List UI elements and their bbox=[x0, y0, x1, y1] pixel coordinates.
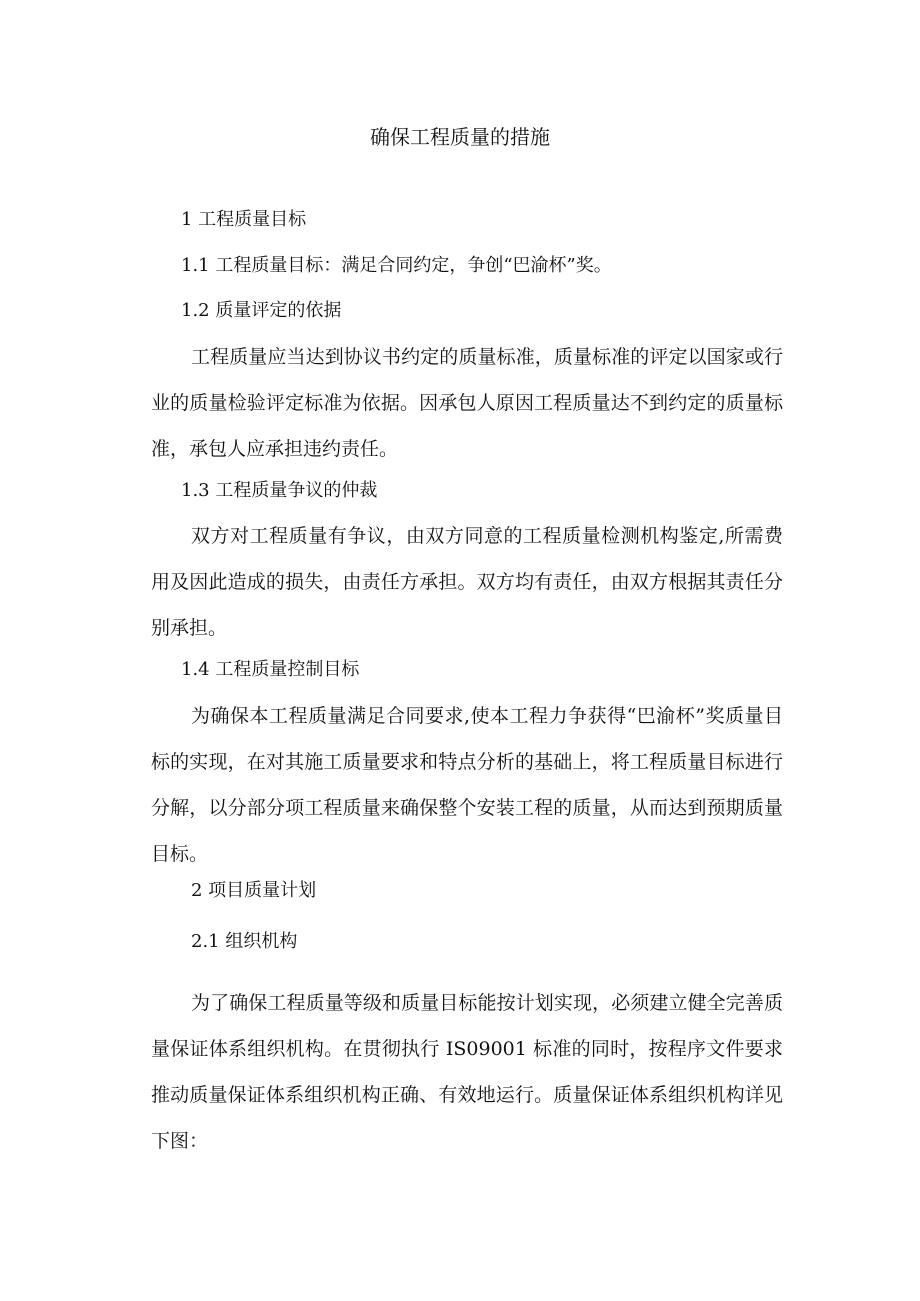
paragraph-quality-dispute: 双方对工程质量有争议，由双方同意的工程质量检测机构鉴定,所需费用及因此造成的损失，由责任方承担。双方均有责任，由双方根据其责任分别承担。 bbox=[151, 525, 783, 639]
paragraph-organization: 为了确保工程质量等级和质量目标能按计划实现，必须建立健全完善质量保证体系组织机构。在贯彻执行 IS09001 标准的同时，按程序文件要求推动质量保证体系组织机构正确、有效地运行。质量保证体系组织机构详见下图： bbox=[151, 992, 783, 1152]
section-heading-1-3: 1.3 工程质量争议的仲裁 bbox=[181, 480, 378, 501]
section-heading-1-2: 1.2 质量评定的依据 bbox=[181, 300, 342, 321]
paragraph-quality-evaluation: 工程质量应当达到协议书约定的质量标准，质量标准的评定以国家或行业的质量检验评定标准为依据。因承包人原因工程质量达不到约定的质量标准，承包人应承担违约责任。 bbox=[151, 346, 783, 460]
section-heading-1: 1 工程质量目标 bbox=[181, 209, 307, 230]
paragraph-quality-control: 为确保本工程质量满足合同要求,使本工程力争获得“巴渝杯”奖质量目标的实现，在对其施工质量要求和特点分析的基础上，将工程质量目标进行分解，以分部分项工程质量来确保整个安装工程的质量，从而达到预期质量目标。 bbox=[151, 705, 783, 865]
section-heading-2-1: 2.1 组织机构 bbox=[191, 931, 298, 952]
document-title: 确保工程质量的措施 bbox=[370, 125, 550, 149]
section-heading-1-1: 1.1 工程质量目标：满足合同约定，争创“巴渝杯”奖。 bbox=[181, 255, 612, 276]
section-heading-1-4: 1.4 工程质量控制目标 bbox=[181, 659, 360, 680]
section-heading-2: 2 项目质量计划 bbox=[191, 880, 317, 901]
